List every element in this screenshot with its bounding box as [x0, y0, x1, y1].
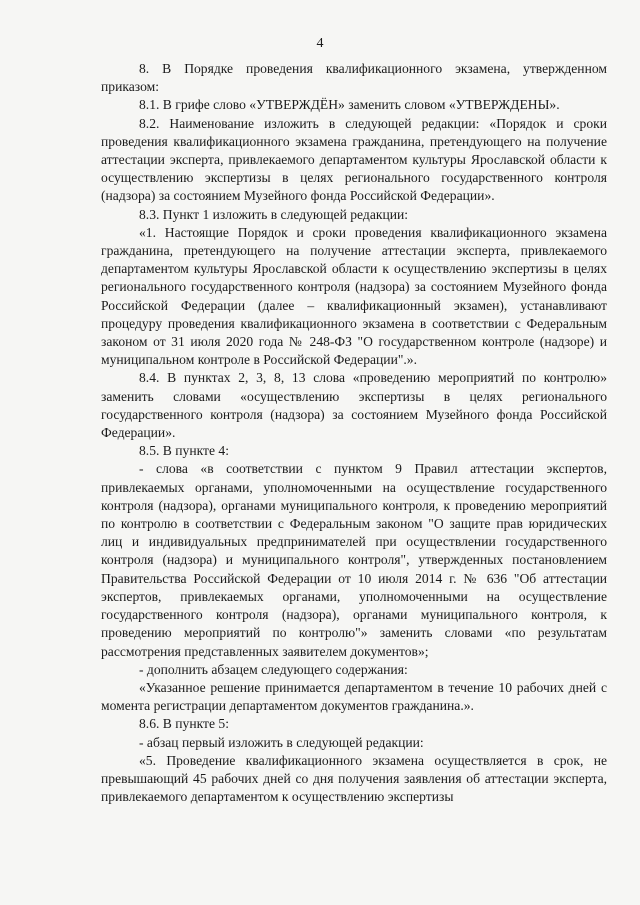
page-number: 4	[316, 36, 324, 51]
paragraph-8-1: 8.1. В грифе слово «УТВЕРЖДЁН» заменить словом «УТВЕРЖДЕНЫ».	[139, 97, 560, 113]
paragraph-8-3: 8.3. Пункт 1 изложить в следующей редакции:	[139, 206, 409, 222]
paragraph-8-6: 8.6. В пункте 5:	[139, 716, 229, 732]
paragraph-8-5-add: - дополнить абзацем следующего содержания:	[139, 661, 408, 677]
paragraph-8-3-text: «1. Настоящие Порядок и сроки проведения квалификационного экзамена гражданина, претендующего на получение аттестации эксперта, привлекаемого департаментом культуры Ярославской области к осуществлению экспертизы в целях регионального государственного контроля (надзора) за состоянием Музейного фонда Российской Федерации (далее – квалификационный экзамен), устанавливают процедуру проведения квалификационного экзамена в соответствии с Федеральным законом от 31 июля 2020 года № 248-ФЗ "О государственном контроле (надзоре) и муниципальном контроле в Российской Федерации".».	[101, 224, 607, 368]
paragraph-8-5-words: - слова «в соответствии с пунктом 9 Правил аттестации экспертов, привлекаемых органами, уполномоченными на осуществление государственного контроля (надзора), органами муниципального контроля, к проведению мероприятий по контролю в соответствии с Федеральным законом "О защите прав юридических лиц и индивидуальных предпринимателей при осуществлении государственного контроля (надзора) и муниципального контроля", утвержденных постановлением Правительства Российской Федерации от 10 июля 2014 г. № 636 "Об аттестации экспертов, привлекаемых органами, уполномоченными на осуществление государственного контроля (надзора), органами муниципального контроля, к проведению мероприятий по контролю"» заменить словами «по результатам рассмотрения представленных заявителем документов»;	[101, 461, 607, 659]
paragraph-8-5: 8.5. В пункте 4:	[139, 443, 229, 459]
paragraph-8: 8. В Порядке проведения квалификационного экзамена, утвержденном приказом:	[101, 61, 607, 95]
paragraph-8-6-text: «5. Проведение квалификационного экзамена осуществляется в срок, не превышающий 45 рабочих дней со дня получения заявления об аттестации эксперта, привлекаемого департаментом к осуществлению экспертизы	[101, 752, 607, 805]
paragraph-8-4: 8.4. В пунктах 2, 3, 8, 13 слова «проведению мероприятий по контролю» заменить словами «осуществлению экспертизы в целях регионального государственного контроля (надзора) за состоянием Музейного фонда Российской Федерации».	[101, 370, 607, 441]
document-body	[101, 60, 607, 806]
paragraph-8-5-decision: «Указанное решение принимается департаментом в течение 10 рабочих дней с момента регистрации департаментом документов гражданина.».	[101, 679, 607, 714]
paragraph-8-6-first: - абзац первый изложить в следующей редакции:	[139, 734, 424, 750]
paragraph-8-2: 8.2. Наименование изложить в следующей редакции: «Порядок и сроки проведения квалификационного экзамена гражданина, претендующего на получение аттестации эксперта, привлекаемого департаментом культуры Ярославской области к осуществлению экспертизы в целях регионального государственного контроля (надзора) за состоянием Музейного фонда Российской Федерации».	[101, 115, 607, 204]
